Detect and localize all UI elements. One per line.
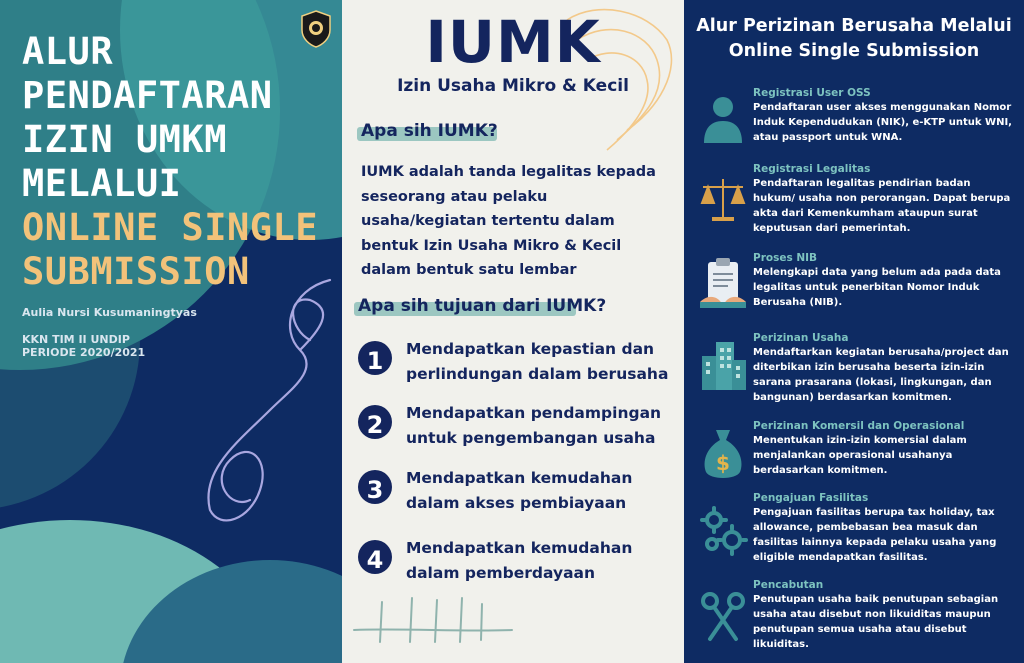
number-badge: 2 bbox=[358, 405, 392, 439]
question-heading bbox=[361, 121, 498, 141]
author-name: Aulia Nursi Kusumaningtyas bbox=[22, 306, 197, 319]
iumk-subtitle: Izin Usaha Mikro & Kecil bbox=[397, 76, 629, 96]
list-item-text: Mendapatkan pendampingan untuk pengembangan usaha bbox=[406, 404, 662, 447]
tally-marks-icon bbox=[352, 590, 522, 650]
gears-icon bbox=[698, 504, 748, 558]
step-description: Pengajuan fasilitas berupa tax holiday, tax allowance, pembebasan bea masuk dan fasilitas lainnya kepada pelaku usaha yang eligible mendapatkan fasilitas. bbox=[753, 507, 997, 563]
step-description: Melengkapi data yang belum ada pada data legalitas untuk penerbitan Nomor Induk Berusaha (NIB). bbox=[753, 267, 1001, 308]
question-heading bbox=[358, 296, 606, 316]
flow-title bbox=[684, 14, 1024, 64]
step-title: Pengajuan Fasilitas bbox=[753, 492, 869, 504]
step-description: Mendaftarkan kegiatan berusaha/project dan diterbikan izin berusaha beserta izin-izin sarana prasarana (lokasi, lingkungan, dan bangunan) berdasarkan komitmen. bbox=[753, 347, 1009, 403]
list-item bbox=[358, 466, 678, 526]
kkn-line: KKN TIM II UNDIP bbox=[22, 333, 130, 346]
list-item bbox=[358, 337, 678, 397]
number-badge: 4 bbox=[358, 540, 392, 574]
building-icon bbox=[698, 338, 748, 392]
right-panel bbox=[684, 0, 1024, 663]
list-item-text: Mendapatkan kemudahan dalam pemberdayaan bbox=[406, 539, 633, 582]
svg-text:$: $ bbox=[716, 451, 730, 475]
title-line: PENDAFTARAN bbox=[22, 74, 273, 117]
step-title: Perizinan Usaha bbox=[753, 332, 849, 344]
scale-icon bbox=[698, 173, 748, 227]
list-item-text: Mendapatkan kemudahan dalam akses pembiayaan bbox=[406, 469, 633, 512]
step-title: Pencabutan bbox=[753, 579, 824, 591]
kkn-info bbox=[22, 333, 145, 359]
title-line: MELALUI bbox=[22, 162, 182, 205]
kkn-line: PERIODE 2020/2021 bbox=[22, 346, 146, 359]
step-title: Proses NIB bbox=[753, 252, 818, 264]
clipboard-icon bbox=[698, 256, 748, 310]
step-description: Menentukan izin-izin komersial dalam menjalankan operasional usahanya berdasarkan komitmen. bbox=[753, 435, 967, 476]
iumk-title: IUMK bbox=[425, 8, 601, 76]
step-description: Pendaftaran user akses menggunakan Nomor Induk Kependudukan (NIK), e-KTP untuk WNI, atau passport untuk WNA. bbox=[753, 102, 1012, 143]
title-highlight-line: SUBMISSION bbox=[22, 250, 250, 293]
number-badge: 3 bbox=[358, 470, 392, 504]
left-panel bbox=[0, 0, 342, 663]
money-bag-icon bbox=[698, 426, 748, 480]
title-line: IZIN UMKM bbox=[22, 118, 227, 161]
title-line: ALUR bbox=[22, 30, 114, 73]
flow-title-line: Online Single Submission bbox=[728, 41, 980, 61]
question-text: Apa sih tujuan dari IUMK? bbox=[358, 296, 607, 316]
list-item bbox=[358, 536, 678, 596]
step-title: Perizinan Komersil dan Operasional bbox=[753, 420, 965, 432]
step-title: Registrasi Legalitas bbox=[753, 163, 871, 175]
list-item bbox=[358, 401, 678, 461]
step-description: Pendaftaran legalitas pendirian badan hukum/ usaha non perorangan. Dapat berupa akta dari Kemenkumham ataupun surat keputusan dari pemerintah. bbox=[753, 178, 1011, 234]
title-highlight-line: ONLINE SINGLE bbox=[22, 206, 319, 249]
list-item-text: Mendapatkan kepastian dan perlindungan dalam berusaha bbox=[406, 340, 669, 383]
left-title bbox=[22, 30, 322, 294]
user-icon bbox=[698, 91, 748, 145]
middle-panel bbox=[342, 0, 684, 663]
number-badge: 1 bbox=[358, 341, 392, 375]
doodle-line-icon bbox=[190, 270, 340, 530]
question-text: Apa sih IUMK? bbox=[361, 121, 498, 141]
flow-title-line: Alur Perizinan Berusaha Melalui bbox=[696, 16, 1012, 36]
step-description: Penutupan usaha baik penutupan sebagian usaha atau disebut non likuiditas maupun penutupan semua usaha atau disebut likuiditas. bbox=[753, 594, 999, 650]
iumk-definition: IUMK adalah tanda legalitas kepada seseorang atau pelaku usaha/kegiatan tertentu dalam bentuk Izin Usaha Mikro & Kecil dalam bentuk satu lembar bbox=[361, 164, 656, 278]
scissors-icon bbox=[698, 589, 748, 643]
step-title: Registrasi User OSS bbox=[753, 87, 871, 99]
